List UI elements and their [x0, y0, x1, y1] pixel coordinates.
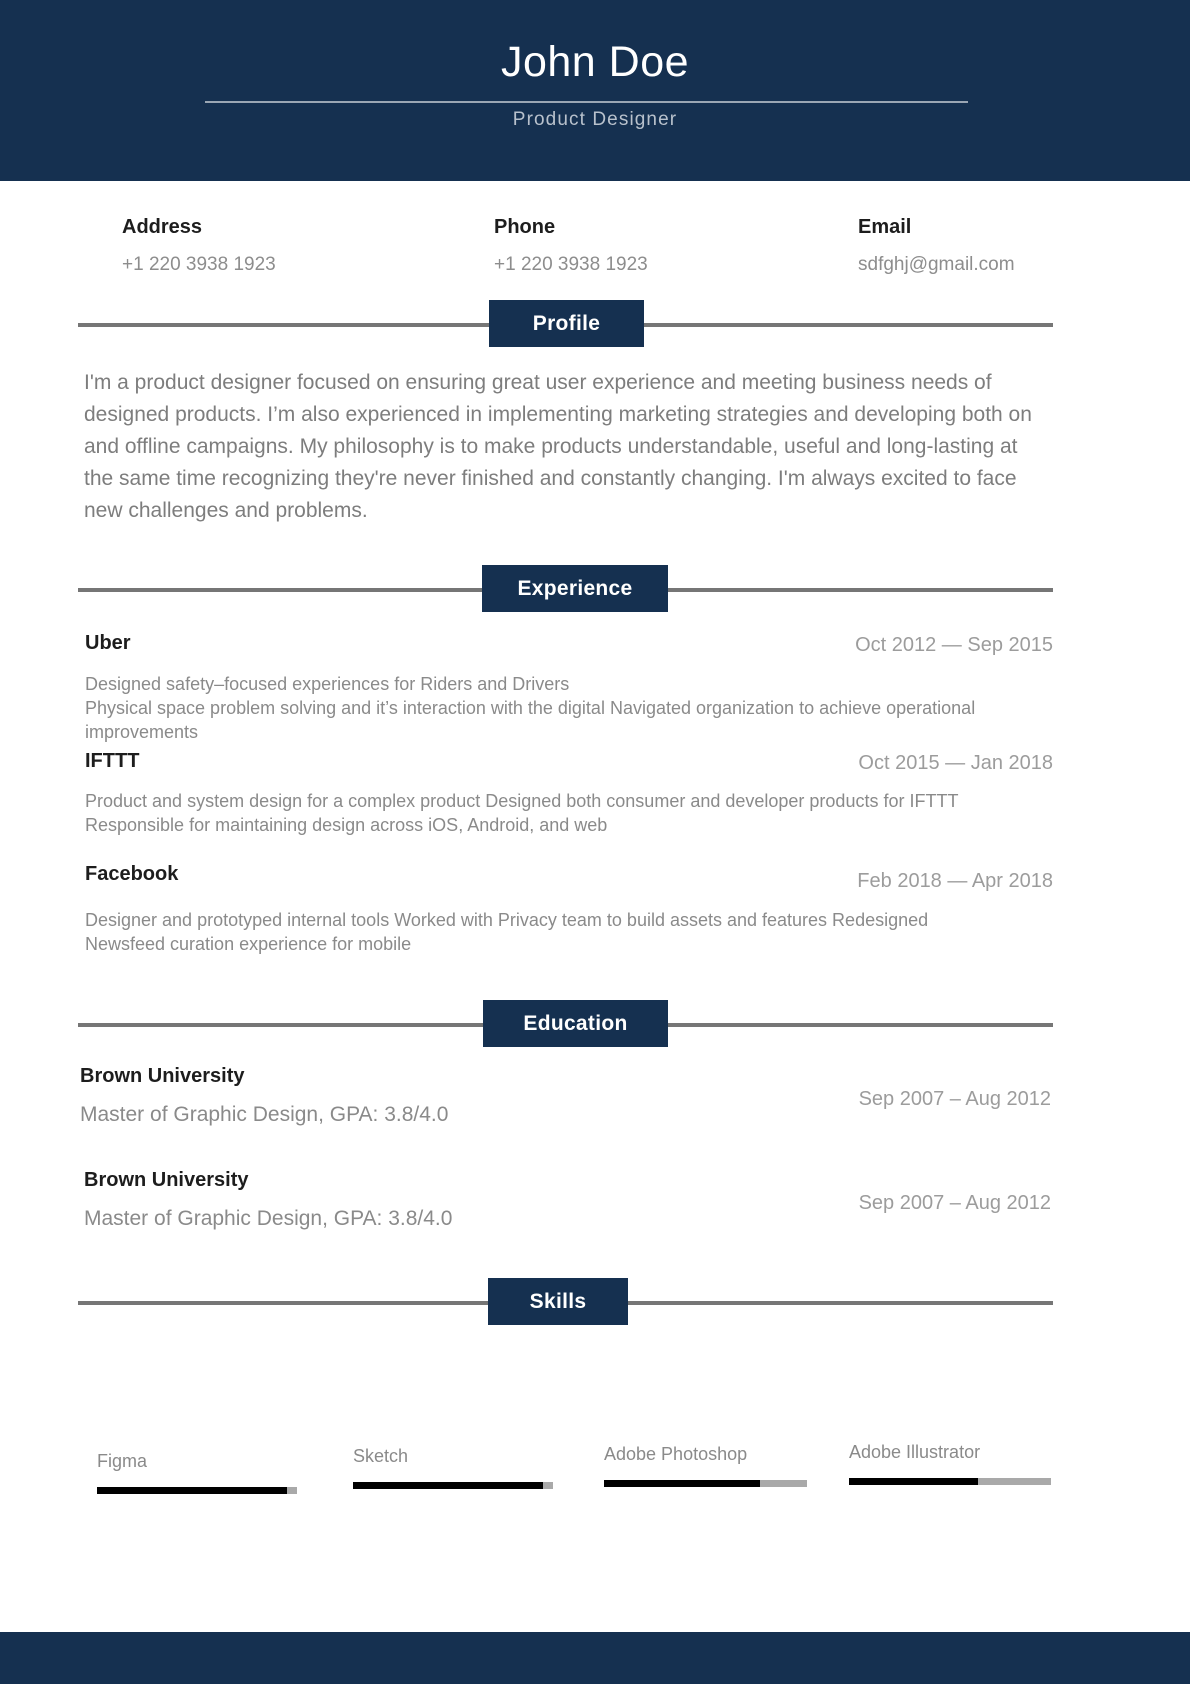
skill-progress-fill [353, 1482, 543, 1489]
skill-item [353, 1444, 553, 1489]
experience-organization: Uber [85, 632, 131, 654]
skill-item [604, 1442, 807, 1487]
profile-text: I'm a product designer focused on ensuring great user experience and meeting business needs of designed products. I’m also experienced in implementing marketing strategies and developing both on and offline campaigns. My philosophy is to make products understandable, useful and long-lasting at the same time recognizing they're never finished and constantly changing. I'm always excited to face new challenges and problems. [84, 371, 1032, 522]
skill-name: Adobe Illustrator [849, 1442, 981, 1462]
section-header-education [0, 1000, 1190, 1048]
skill-name: Adobe Photoshop [604, 1444, 748, 1464]
section-header-experience [0, 565, 1190, 613]
contact-address [122, 212, 276, 280]
header-banner [0, 0, 1190, 181]
skill-progress-track [604, 1480, 807, 1487]
experience-description-line: Responsible for maintaining design across iOS, Android, and web [85, 815, 608, 835]
experience-date: Oct 2015 — Jan 2018 [858, 752, 1053, 774]
footer-banner [0, 1632, 1190, 1684]
skill-progress-fill [604, 1480, 760, 1487]
skill-progress-fill [849, 1478, 978, 1485]
section-header-profile [0, 300, 1190, 348]
skill-progress-track [849, 1478, 1051, 1485]
contact-phone [494, 212, 648, 280]
education-degree: Master of Graphic Design, GPA: 3.8/4.0 [84, 1207, 453, 1230]
section-chip-experience: Experience [482, 565, 668, 612]
skill-name: Sketch [353, 1446, 409, 1466]
skill-progress-track [97, 1487, 297, 1494]
experience-date: Feb 2018 — Apr 2018 [857, 870, 1053, 892]
education-degree: Master of Graphic Design, GPA: 3.8/4.0 [80, 1103, 449, 1126]
section-chip-skills: Skills [488, 1278, 628, 1325]
education-date: Sep 2007 – Aug 2012 [858, 1088, 1051, 1110]
contact-info [0, 212, 1190, 292]
experience-organization: IFTTT [85, 750, 140, 772]
contact-email-value: sdfghj@gmail.com [858, 254, 1015, 275]
section-chip-profile: Profile [489, 300, 644, 347]
header-job-title: Product Designer [512, 109, 678, 130]
skill-item [849, 1440, 1051, 1485]
education-date: Sep 2007 – Aug 2012 [858, 1192, 1051, 1214]
education-organization: Brown University [84, 1169, 249, 1191]
experience-organization: Facebook [85, 863, 179, 885]
contact-email-label: Email [858, 216, 912, 238]
contact-email [858, 212, 1015, 280]
page-title: John Doe [500, 38, 690, 86]
experience-description-line: Designed safety–focused experiences for Riders and Drivers [85, 674, 570, 694]
experience-date: Oct 2012 — Sep 2015 [855, 634, 1053, 656]
experience-description-line: Designer and prototyped internal tools Worked with Privacy team to build assets and features Redesigned Newsfeed curation experience for mobile [85, 910, 929, 954]
education-organization: Brown University [80, 1065, 245, 1087]
header-divider [205, 101, 968, 103]
contact-phone-label: Phone [494, 216, 556, 238]
section-header-skills [0, 1278, 1190, 1326]
contact-phone-value: +1 220 3938 1923 [494, 254, 648, 275]
section-chip-education: Education [483, 1000, 668, 1047]
skills-list [0, 1440, 1190, 1520]
experience-description-line: Physical space problem solving and it’s interaction with the digital Navigated organization to achieve operational improvements [85, 698, 976, 742]
skill-progress-fill [97, 1487, 287, 1494]
contact-address-value: +1 220 3938 1923 [122, 254, 276, 275]
skill-progress-track [353, 1482, 553, 1489]
contact-address-label: Address [122, 216, 203, 238]
skill-name: Figma [97, 1451, 148, 1471]
skill-item [97, 1449, 297, 1494]
experience-description-line: Product and system design for a complex product Designed both consumer and developer products for IFTTT [85, 791, 959, 811]
